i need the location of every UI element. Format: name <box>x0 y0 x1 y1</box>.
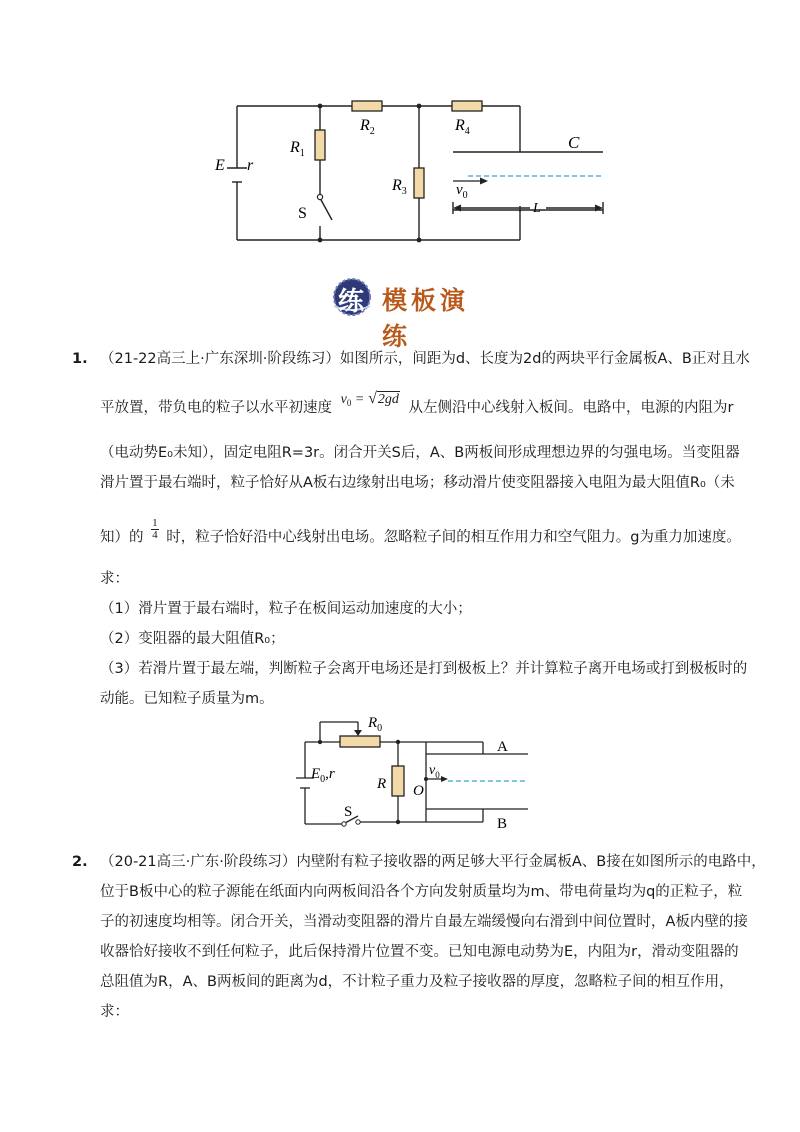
q2-line-1: （20-21高三·广东·阶段练习）内壁附有粒子接收器的两足够大平行金属板A、B接在如图所示的电路中， <box>100 854 766 870</box>
q1-line-2 <box>100 390 734 419</box>
q2-line-2: 位于B板中心的粒子源能在纸面内向两板间沿各个方向发射质量均为m、带电荷量均为q的正粒子，粒 <box>100 884 743 900</box>
label-L: L <box>533 201 541 216</box>
initial-velocity-formula: $v_0 = √2gd$ <box>340 390 399 408</box>
label-S: S <box>298 205 307 222</box>
q1-ask: 求： <box>100 571 129 587</box>
circuit-figure-q1 <box>280 712 550 836</box>
label-E: E <box>215 157 225 174</box>
q1-line-3: （电动势E₀未知），固定电阻R=3r。闭合开关S后，A、B两板间形成理想边界的匀强电场。当变阻器 <box>100 445 740 461</box>
label-R2: $R_2$ <box>360 117 375 137</box>
label-R3: $R_3$ <box>392 177 407 197</box>
label-R0: $R_0$ <box>368 715 383 734</box>
label-R4: $R_4$ <box>455 117 470 137</box>
circuit-figure-top <box>200 90 620 255</box>
q1-line-5b: 时，粒子恰好沿中心线射出电场。忽略粒子间的相互作用力和空气阻力。g为重力加速度。 <box>166 529 741 546</box>
q2-line-5: 总阻值为R，A、B两板间的距离为d，不计粒子重力及粒子接收器的厚度，忽略粒子间的相互作用， <box>100 974 734 990</box>
banner-title: 模板演练 <box>382 286 470 351</box>
label-C: C <box>568 133 580 152</box>
label-O: O <box>413 783 424 799</box>
label-r: r <box>247 157 254 174</box>
label-v0: $v_0$ <box>456 182 468 201</box>
q1-line-5 <box>100 517 741 549</box>
label-v0: $v_0$ <box>429 763 440 780</box>
fraction-one-quarter: $\frac{1}{4}$ <box>152 517 158 541</box>
label-S: S <box>344 804 353 820</box>
q1-line-2b: 从左侧沿中心线射入板间。电路中，电源的内阻为r <box>408 400 734 416</box>
q1-line-2a: 平放置，带负电的粒子以水平初速度 <box>100 400 332 416</box>
q1-part-1: （1）滑片置于最右端时，粒子在板间运动加速度的大小； <box>100 601 472 617</box>
q2-line-4: 收器恰好接收不到任何粒子，此后保持滑片位置不变。已知电源电动势为E，内阻为r，滑动变阻器的 <box>100 944 739 960</box>
label-A: A <box>497 739 508 755</box>
label-R: R <box>377 776 387 792</box>
q1-part-2: （2）变阻器的最大阻值R₀； <box>100 631 285 647</box>
q2-line-3: 子的初速度均相等。闭合开关，当滑动变阻器的滑片自最左端缓慢向右滑到中间位置时，A板内壁的接 <box>100 914 748 930</box>
label-E0r: $E_0,r$ <box>311 766 335 785</box>
q1-line-4: 滑片置于最右端时，粒子恰好从A板右边缘射出电场；移动滑片使变阻器接入电阻为最大阻值R₀（未 <box>100 475 735 491</box>
banner-badge-char: 练 <box>338 287 365 317</box>
q1-part-3a: （3）若滑片置于最左端，判断粒子会离开电场还是打到极板上？并计算粒子离开电场或打到极板时的 <box>100 661 748 677</box>
q1-line-1: （21-22高三上·广东深圳·阶段练习）如图所示，间距为d、长度为2d的两块平行金属板A、B正对且水 <box>100 351 750 367</box>
q1-line-5a: 知）的 <box>100 529 144 546</box>
q2-number: 2. <box>72 854 88 870</box>
section-banner <box>330 276 490 351</box>
label-R1: $R_1$ <box>290 139 305 159</box>
q1-part-3b: 动能。已知粒子质量为m。 <box>100 691 274 707</box>
q1-number: 1. <box>72 351 88 367</box>
q2-ask: 求： <box>100 1004 129 1020</box>
label-B: B <box>497 816 508 832</box>
